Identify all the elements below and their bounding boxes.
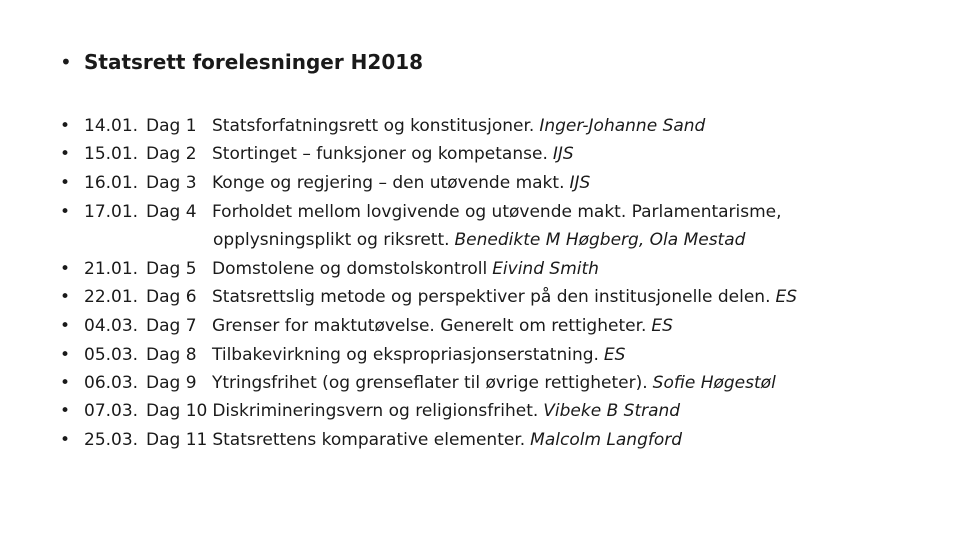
lecture-day: Dag 3 <box>146 173 197 193</box>
bullet-icon: • <box>60 345 71 365</box>
lecture-date: 22.01. <box>84 287 139 307</box>
lecture-row <box>60 341 625 369</box>
lecture-topic: Forholdet mellom lovgivende og utøvende makt. Parlamentarisme, <box>212 202 782 222</box>
lecture-topic: Stortinget – funksjoner og kompetanse. <box>212 144 548 164</box>
lecture-date: 15.01. <box>84 144 139 164</box>
lecture-row <box>60 255 599 283</box>
lecture-day: Dag 10 <box>146 401 208 421</box>
bullet-icon: • <box>60 173 71 193</box>
lecture-date: 25.03. <box>84 430 139 450</box>
lecture-day: Dag 2 <box>146 144 197 164</box>
lecture-date: 17.01. <box>84 202 139 222</box>
lecture-topic: Grenser for maktutøvelse. Generelt om rettigheter. <box>212 316 647 336</box>
lecture-date: 07.03. <box>84 401 139 421</box>
bullet-icon: • <box>60 401 71 421</box>
lecture-lecturer: ES <box>775 287 798 307</box>
lecture-lecturer: Benedikte M Høgberg, Ola Mestad <box>454 230 746 250</box>
lecture-row <box>60 312 673 340</box>
lecture-day: Dag 8 <box>146 345 197 365</box>
bullet-icon: • <box>60 316 71 336</box>
lecture-row <box>60 369 776 397</box>
lecture-day: Dag 11 <box>146 430 208 450</box>
lecture-row <box>60 112 705 140</box>
lecture-day: Dag 4 <box>146 202 197 222</box>
bullet-icon: • <box>60 287 71 307</box>
slide-title: Statsrett forelesninger H2018 <box>84 50 424 74</box>
lecture-row <box>60 426 682 454</box>
lecture-lecturer: IJS <box>569 173 591 193</box>
bullet-icon: • <box>60 50 72 74</box>
lecture-topic: Ytringsfrihet (og grenseflater til øvrige rettigheter). <box>212 373 648 393</box>
lecture-topic: Statsrettslig metode og perspektiver på den institusjonelle delen. <box>212 287 771 307</box>
lecture-lecturer: Malcolm Langford <box>530 430 683 450</box>
lecture-topic: Konge og regjering – den utøvende makt. <box>212 173 565 193</box>
lecture-date: 05.03. <box>84 345 139 365</box>
lecture-lecturer: IJS <box>552 144 574 164</box>
bullet-icon: • <box>60 430 71 450</box>
bullet-icon: • <box>60 259 71 279</box>
bullet-icon: • <box>60 373 71 393</box>
bullet-icon: • <box>60 144 71 164</box>
lecture-lecturer: Sofie Høgestøl <box>652 373 776 393</box>
lecture-date: 14.01. <box>84 116 139 136</box>
lecture-lecturer: ES <box>651 316 673 336</box>
lecture-lecturer: ES <box>603 345 626 365</box>
lecture-day: Dag 5 <box>146 259 197 279</box>
lecture-topic-continuation <box>213 226 745 254</box>
lecture-day: Dag 7 <box>146 316 197 336</box>
lecture-row <box>60 283 797 311</box>
lecture-date: 21.01. <box>84 259 139 279</box>
lecture-lecturer: Eivind Smith <box>492 259 599 279</box>
lecture-row <box>60 169 590 197</box>
lecture-date: 04.03. <box>84 316 139 336</box>
lecture-day: Dag 9 <box>146 373 197 393</box>
lecture-topic: opplysningsplikt og riksrett. <box>213 230 450 250</box>
lecture-lecturer: Inger-Johanne Sand <box>539 116 706 136</box>
lecture-lecturer: Vibeke B Strand <box>543 401 681 421</box>
lecture-date: 16.01. <box>84 173 139 193</box>
lecture-topic: Tilbakevirkning og ekspropriasjonserstatning. <box>212 345 599 365</box>
lecture-topic: Diskrimineringsvern og religionsfrihet. <box>212 401 539 421</box>
lecture-row <box>60 140 574 168</box>
lecture-date: 06.03. <box>84 373 139 393</box>
lecture-topic: Domstolene og domstolskontroll <box>212 259 488 279</box>
lecture-topic: Statsrettens komparative elementer. <box>212 430 526 450</box>
lecture-topic: Statsforfatningsrett og konstitusjoner. <box>212 116 535 136</box>
lecture-row <box>60 198 782 226</box>
lecture-day: Dag 1 <box>146 116 197 136</box>
bullet-icon: • <box>60 202 71 222</box>
bullet-icon: • <box>60 116 71 136</box>
lecture-day: Dag 6 <box>146 287 197 307</box>
lecture-row <box>60 397 680 425</box>
